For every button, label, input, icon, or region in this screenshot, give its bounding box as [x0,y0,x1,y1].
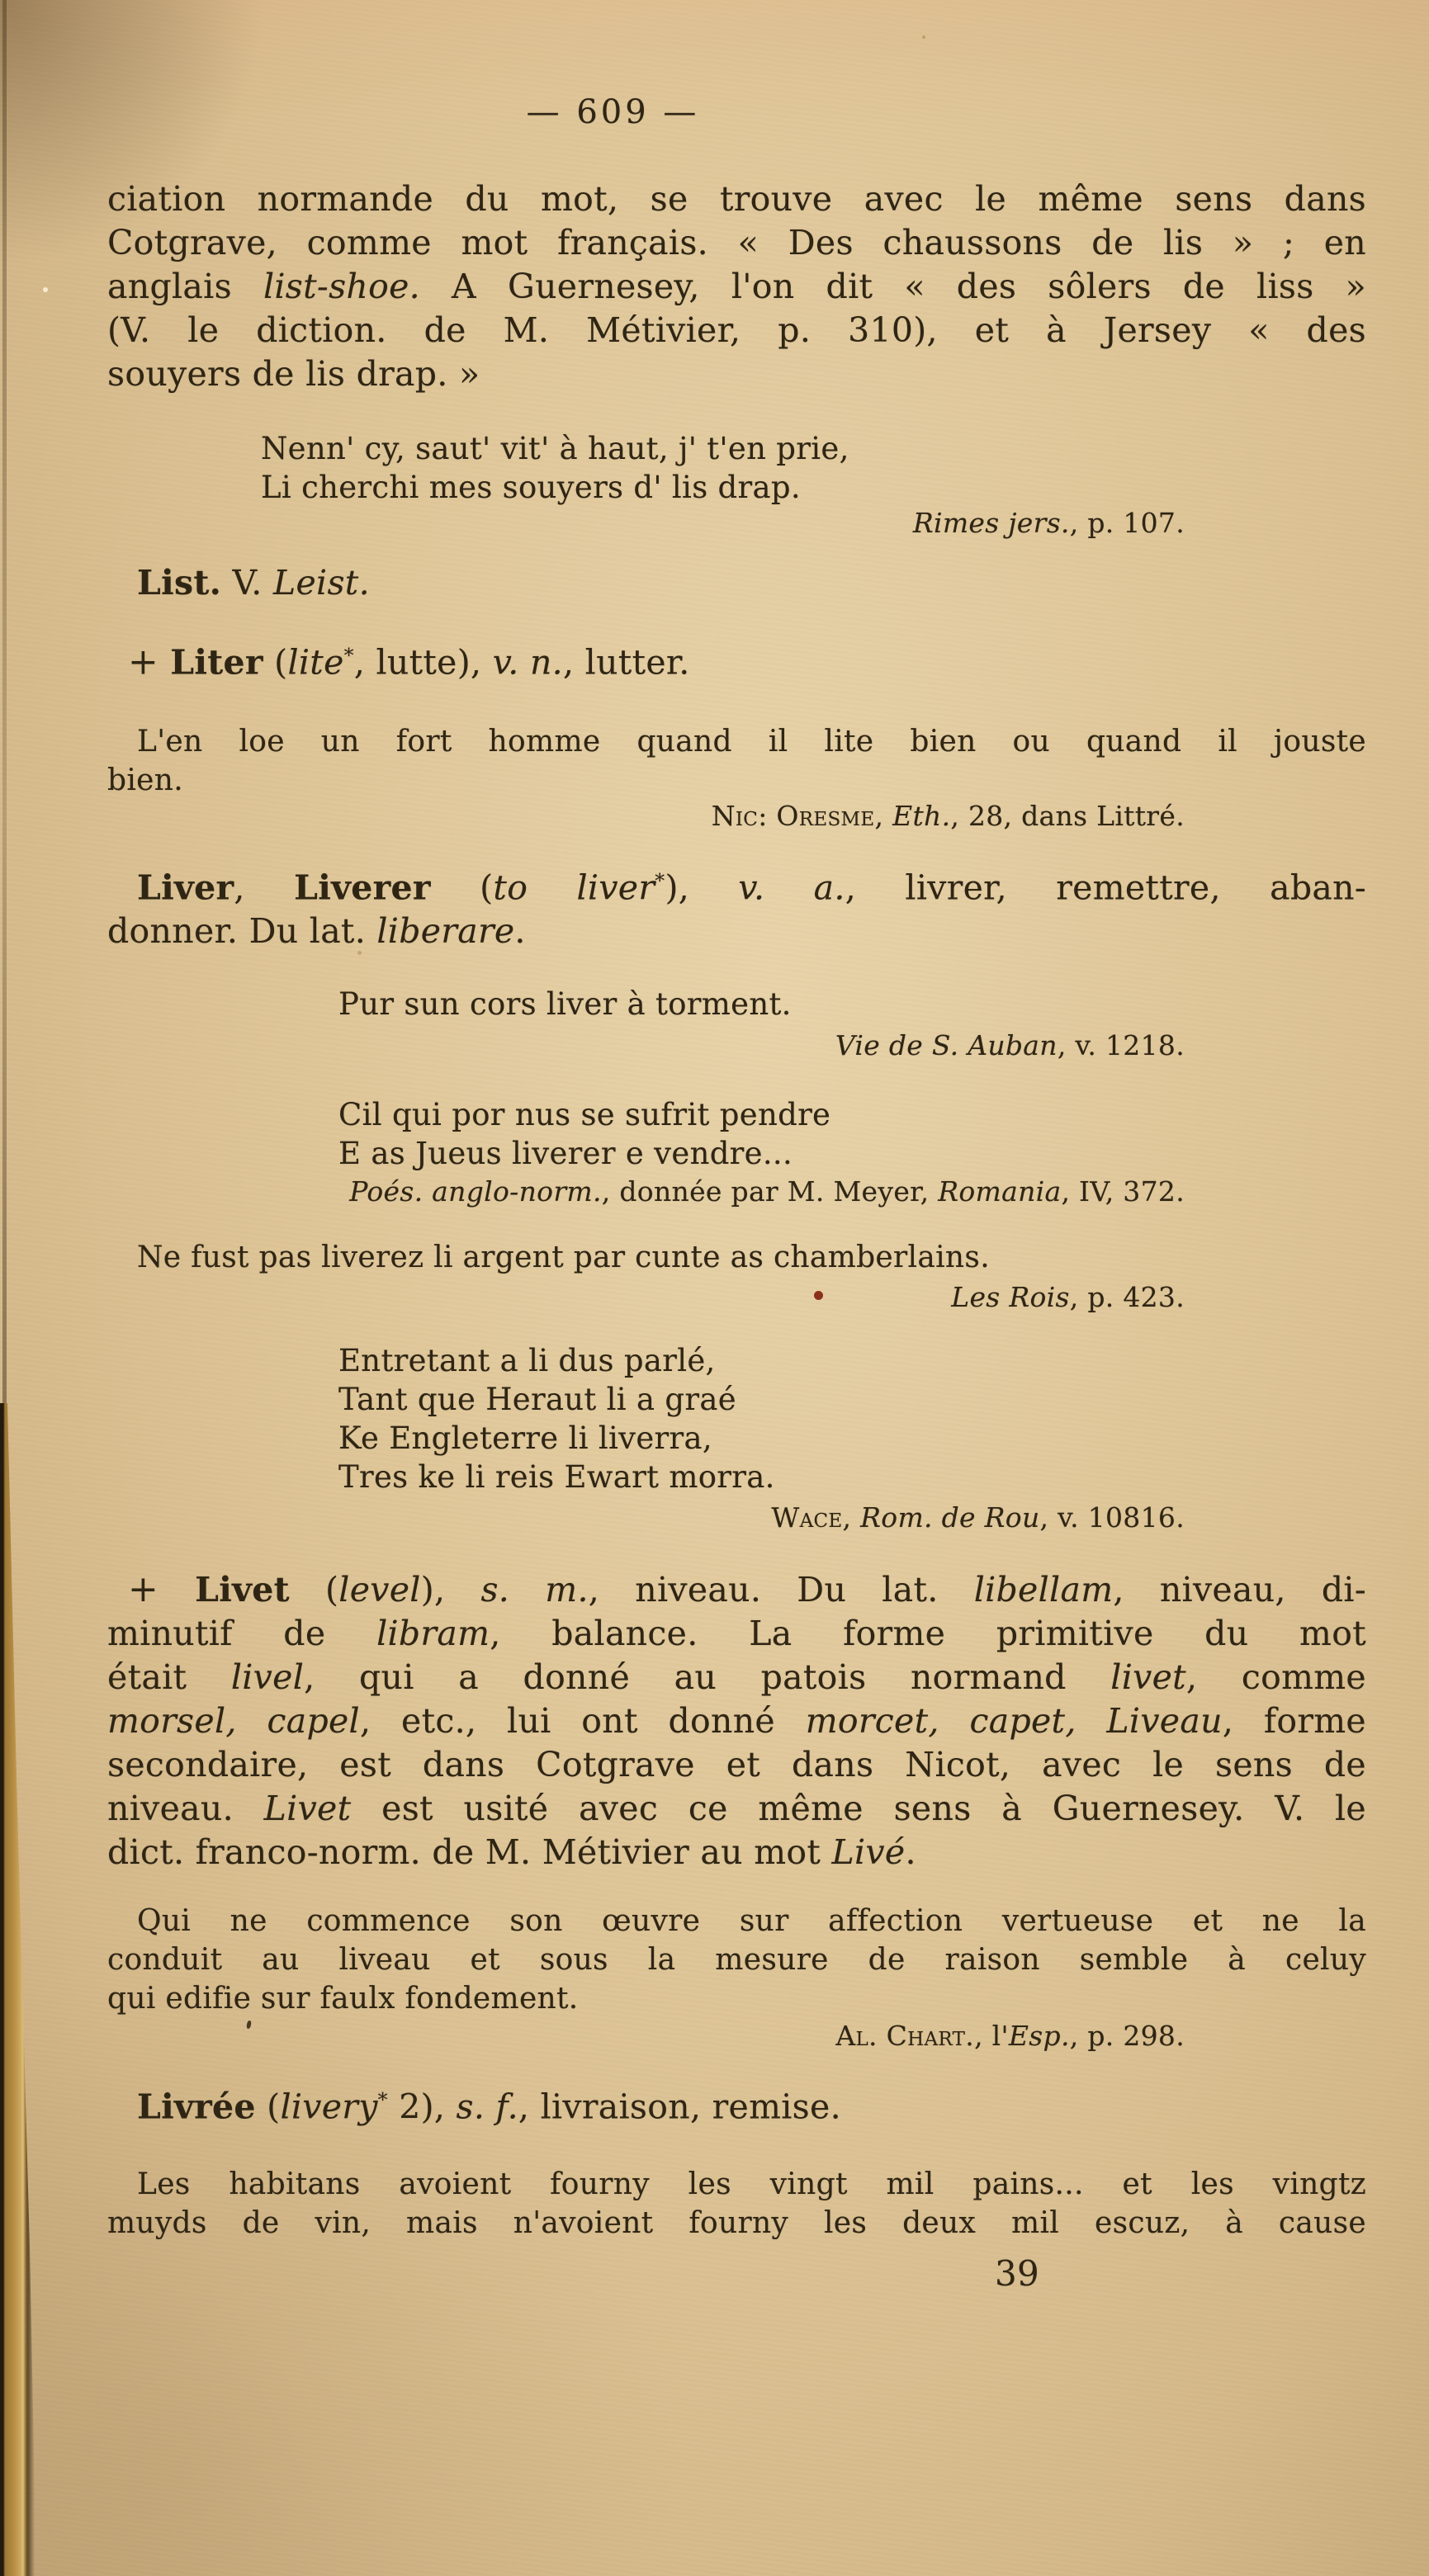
text-run: s. m. [480,1570,589,1610]
text-line [261,429,1366,468]
text-run: , IV, 372. [1061,1175,1185,1208]
text-run: ciation normande du mot, se trouve avec le même sens dans [107,179,1366,219]
text-run: donner. Du lat. [107,911,377,952]
text-line [338,1134,1366,1173]
text-line [107,859,1366,910]
text-run: v. n. [492,642,564,683]
verse-quote-auban [107,985,1366,1023]
text-run: Liver [137,867,234,908]
text-run: ), [420,1570,481,1610]
text-run: + [128,640,171,683]
text-run: Liter [170,642,263,683]
text-line [338,1380,1366,1419]
text-run: minutif de [107,1614,377,1654]
text-run: ( [255,2087,281,2127]
entry-liver-liverer [107,859,1366,954]
text-run: , balance. La forme primitive du mot [490,1614,1366,1654]
text-run: , v. 1218. [1057,1029,1185,1062]
text-run: , forme [1222,1701,1366,1742]
text-run: . [905,1832,916,1873]
text-line [338,1419,1366,1458]
text-run: , [842,1501,861,1534]
text-run: Entretant a li dus parlé, [338,1343,716,1379]
text-run: , 28, dans Littré. [950,799,1185,832]
text-line [107,910,1366,953]
text-run: qui edifie sur faulx fondement. [107,1982,579,2016]
citation-auban [107,1029,1366,1062]
text-run: libellam [973,1570,1114,1610]
text-run: * [343,644,354,667]
text-run: Ke Engleterre li liverra, [338,1420,712,1457]
text-run: Tant que Heraut li a graé [338,1382,736,1418]
citation-wace-rou [107,1501,1366,1534]
text-line [107,1979,1366,2018]
citation-les-rois [107,1281,1366,1314]
text-line [107,634,1366,685]
text-run: , p. 107. [1069,507,1185,539]
text-run: Les habitans avoient fourny les vingt mil pains... et les vingtz [137,2167,1366,2201]
text-line [107,800,1185,833]
quote-oresme [107,722,1366,800]
text-line [107,1175,1185,1208]
text-run: Nic: Oresme [711,799,875,832]
dictionary-entries [107,177,1366,2243]
verse-quote-rou [107,1341,1366,1496]
text-run: , donnée par M. Meyer, [601,1175,939,1208]
text-line [107,1656,1366,1699]
text-line [107,722,1366,761]
paragraph-lis-continuation [107,177,1366,396]
text-run: Les Rois [951,1281,1070,1314]
text-line [107,1940,1366,1979]
text-line [338,1458,1366,1496]
text-run: ( [263,642,288,683]
text-run: Tres ke li reis Ewart morra. [338,1459,775,1496]
text-run: * [377,2088,388,2112]
text-line [107,1029,1185,1062]
text-run: liberare [376,911,515,952]
text-line [107,1831,1366,1874]
text-run: to liver [493,867,655,908]
text-run: E as Jueus liverer e vendre... [338,1136,793,1172]
text-run: bien. [107,763,183,797]
text-line [107,352,1366,396]
text-run: V. [221,563,273,603]
entry-liter [107,634,1366,685]
text-column [107,0,1366,2294]
text-line [338,1095,1366,1134]
text-run: est usité avec ce même sens à Guernesey. V. le [351,1789,1366,1829]
text-run: Eth. [892,799,951,832]
text-run: , livraison, remise. [518,2087,841,2127]
quote-chartier [107,1902,1366,2018]
text-run: 2), [387,2087,457,2127]
text-run: + [128,1568,196,1611]
book-block-gilt-edge [0,1403,36,2576]
text-run: s. f. [456,2087,518,2127]
page-crease-edge [2,0,7,1486]
text-run: , qui a donné au patois normand [304,1657,1111,1698]
text-run: secondaire, est dans Cotgrave et dans Nicot, avec le sens de [107,1745,1366,1785]
text-run: Cil qui por nus se sufrit pendre [338,1097,831,1133]
text-run: , niveau, di- [1113,1570,1366,1610]
text-run: Livet [263,1789,352,1829]
text-line [107,2165,1366,2204]
text-run: L'en loe un fort homme quand il lite bien ou quand il jouste [137,724,1366,759]
text-run: Liverer [294,867,431,908]
text-run: Livet [195,1570,290,1610]
paper-speck [43,287,48,292]
text-run: dict. franco-norm. de M. Métivier au mot [107,1832,832,1873]
text-run: Livé [831,1832,906,1873]
entry-livet [107,1567,1366,1874]
text-line [338,985,1366,1023]
text-run: , [874,799,893,832]
text-run: livet [1110,1657,1186,1698]
text-run: anglais [107,267,263,306]
citation-alain-chartier [107,2020,1366,2053]
text-run: . [514,911,526,952]
text-run: Vie de S. Auban [835,1029,1058,1062]
text-run: Rimes jers. [912,507,1070,539]
text-run: morcet, capet, Liveau [805,1701,1223,1742]
text-run: (V. le diction. de M. Métivier, p. 310), et à Jersey « des [107,310,1366,350]
text-run: Cotgrave, comme mot français. « Des chaussons de lis » ; en [107,223,1366,262]
text-run: livel [230,1657,305,1698]
text-run: , etc., lui ont donné [359,1701,806,1742]
text-line [107,265,1366,309]
text-run: Li cherchi mes souyers d' lis drap. [261,470,801,505]
citation-poesies-anglo-normandes [107,1175,1366,1208]
text-run: souyers de lis drap. » [107,354,480,394]
text-line [107,1501,1185,1534]
text-line [107,561,1366,605]
text-line [338,1341,1366,1380]
text-line [261,468,1366,507]
text-run: ( [289,1570,339,1610]
text-run: , p. 298. [1069,2020,1185,2053]
entry-livree [107,2078,1366,2129]
text-line [107,2078,1366,2129]
text-run: , comme [1185,1657,1366,1698]
text-run: , v. 10816. [1039,1501,1185,1534]
text-line [107,1743,1366,1787]
text-run: , [234,867,295,908]
text-run: level [338,1570,421,1610]
text-run: ( [430,867,494,908]
text-run: , lutte), [353,642,493,683]
text-run: Qui ne commence son œuvre sur affection vertueuse et ne la [137,1904,1366,1939]
text-run: , l' [974,2020,1009,2053]
text-line [107,1612,1366,1656]
text-run: , lutter. [563,642,690,683]
text-run: Livrée [137,2087,256,2127]
text-line [107,309,1366,352]
text-run: Ne fust pas liverez li argent par cunte as chamberlains. [137,1241,990,1275]
text-run: , p. 423. [1069,1281,1185,1314]
entry-list [107,561,1366,605]
text-line [107,177,1366,221]
text-run: v. a. [738,867,845,908]
text-run: lite [287,642,344,683]
citation-oresme [107,800,1366,833]
text-run: libram [376,1614,490,1654]
text-run: Al. Chart. [835,2020,975,2053]
text-line [107,507,1185,540]
text-run: morsel, capel [107,1701,360,1742]
text-run: Leist. [272,563,370,603]
text-run: List. [137,563,222,603]
text-run: list-shoe. [263,267,420,306]
text-run: niveau. [107,1789,264,1829]
text-run: Wace [771,1501,843,1534]
text-run: ), [665,867,739,908]
text-run: Rom. de Rou [860,1501,1040,1534]
text-line [107,1567,1366,1612]
text-run: muyds de vin, mais n'avoient fourny les deux mil escuz, à cause [107,2205,1366,2240]
text-run: , niveau. Du lat. [588,1570,974,1610]
text-run: Nenn' cy, saut' vit' à haut, j' t'en prie, [261,431,849,466]
text-line [107,1902,1366,1940]
quote-habitans [107,2165,1366,2243]
text-run: était [107,1657,231,1698]
text-run: , livrer, remettre, aban- [845,867,1367,908]
text-line [107,221,1366,265]
text-run: A Guernesey, l'on dit « des sôlers de liss » [420,267,1366,306]
citation-rimes-jersiaises [107,507,1366,540]
quote-les-rois [107,1238,1366,1277]
text-line [107,1281,1185,1314]
text-line [107,1238,1366,1277]
verse-quote-poesies [107,1095,1366,1173]
text-line [107,1787,1366,1831]
text-run: Esp. [1008,2020,1070,2053]
page-number-header: — 609 — [526,93,700,131]
text-line [107,761,1366,800]
verse-quote-rimes [107,429,1366,507]
text-line [107,1699,1366,1743]
text-run: livery [280,2087,378,2127]
text-run: conduit au liveau et sous la mesure de raison semble à celuy [107,1943,1366,1978]
signature-mark: 39 [995,2252,1040,2294]
text-run: Poés. anglo-norm. [349,1175,602,1208]
text-line [107,2204,1366,2243]
text-run: * [655,868,665,892]
text-line [107,2020,1185,2053]
text-run: Romania [938,1175,1062,1208]
text-run: Pur sun cors liver à torment. [338,986,792,1023]
